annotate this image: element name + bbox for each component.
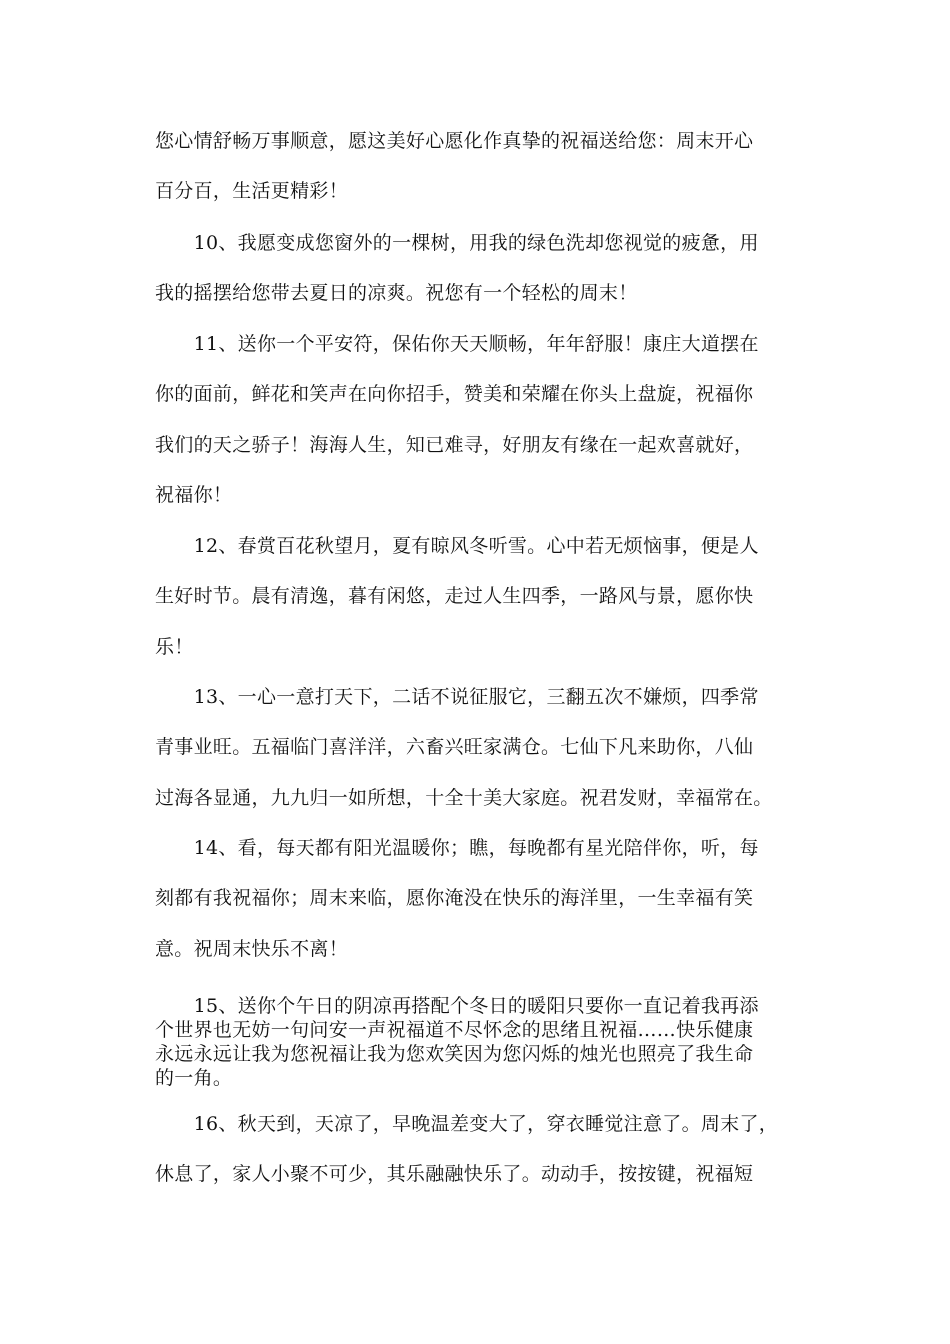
paragraph-13 <box>155 672 805 823</box>
text-line: 乐！ <box>155 635 194 658</box>
paragraph-12 <box>155 521 805 672</box>
paragraph-16 <box>155 1099 805 1200</box>
text-line: 我的摇摆给您带去夏日的凉爽。祝您有一个轻松的周末！ <box>155 282 638 305</box>
text-line: 你的面前，鲜花和笑声在向你招手，赞美和荣耀在你头上盘旋，祝福你 <box>155 383 754 406</box>
text-line: 13、一心一意打天下，二话不说征服它，三翻五次不嫌烦，四季常 <box>155 686 759 708</box>
text-line: 我们的天之骄子！海海人生，知已难寻，好朋友有缘在一起欢喜就好， <box>155 433 754 456</box>
text-line: 11、送你一个平安符，保佑你天天顺畅，年年舒服！康庄大道摆在 <box>155 333 759 355</box>
text-line: 永远永远让我为您祝福让我为您欢笑因为您闪烁的烛光也照亮了我生命 <box>155 1043 754 1065</box>
text-line: 10、我愿变成您窗外的一棵树，用我的绿色洗却您视觉的疲惫，用 <box>155 232 759 254</box>
text-line: 的一角。 <box>155 1067 233 1089</box>
text-line: 15、送你个午日的阴凉再搭配个冬日的暖阳只要你一直记着我再添 <box>155 995 759 1017</box>
text-line: 祝福你！ <box>155 483 233 506</box>
text-line: 生好时节。晨有清逸，暮有闲悠，走过人生四季，一路风与景，愿你快 <box>155 585 754 608</box>
paragraph-11 <box>155 319 805 520</box>
text-line: 过海各显通，九九归一如所想，十全十美大家庭。祝君发财，幸福常在。 <box>155 786 773 809</box>
paragraph-14 <box>155 823 805 974</box>
text-line: 您心情舒畅万事顺意，愿这美好心愿化作真挚的祝福送给您：周末开心 <box>155 130 754 152</box>
text-line: 12、春赏百花秋望月，夏有晾风冬听雪。心中若无烦恼事，便是人 <box>155 535 759 557</box>
paragraph-continuation <box>155 116 805 217</box>
text-line: 14、看，每天都有阳光温暖你；瞧，每晚都有星光陪伴你，听，每 <box>155 837 759 859</box>
paragraph-10 <box>155 218 805 319</box>
text-line: 刻都有我祝福你；周末来临，愿你淹没在快乐的海洋里，一生幸福有笑 <box>155 887 754 910</box>
text-line: 意。祝周末快乐不离！ <box>155 937 349 960</box>
text-line: 百分百，生活更精彩！ <box>155 180 349 203</box>
text-line: 青事业旺。五福临门喜洋洋，六畜兴旺家满仓。七仙下凡来助你，八仙 <box>155 736 754 759</box>
paragraph-15 <box>155 994 805 1090</box>
text-line: 个世界也无妨一句问安一声祝福道不尽怀念的思绪且祝福……快乐健康 <box>155 1019 754 1041</box>
text-line: 休息了，家人小聚不可少，其乐融融快乐了。动动手，按按键，祝福短 <box>155 1163 754 1186</box>
text-line: 16、秋天到，天凉了，早晚温差变大了，穿衣睡觉注意了。周末了， <box>155 1113 779 1135</box>
